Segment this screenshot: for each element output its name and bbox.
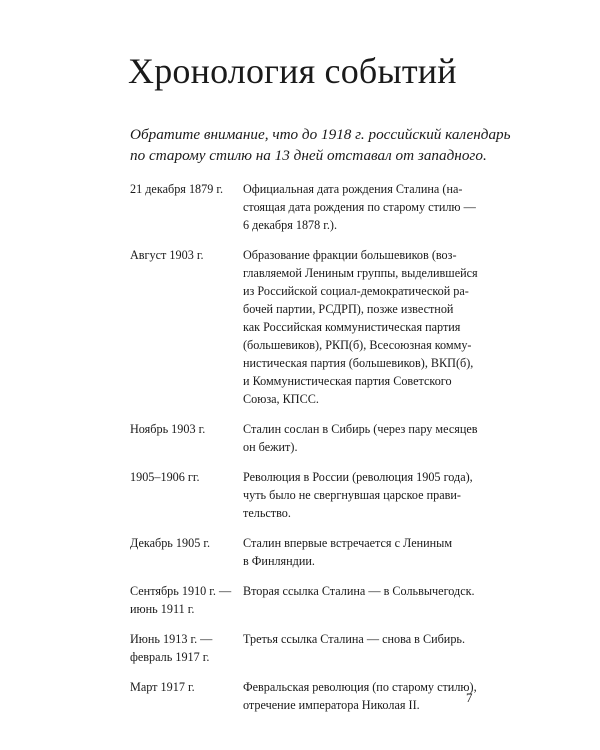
event-date-line: 1905–1906 гг.: [130, 470, 200, 484]
event-description: [243, 420, 520, 456]
event-description-line: Революция в России (революция 1905 года),: [243, 470, 473, 484]
timeline-entry: [130, 678, 520, 714]
event-description-line: (большевиков), РКП(б), Всесоюзная комму-: [243, 338, 472, 352]
timeline-entry: [130, 420, 520, 456]
event-date: [130, 246, 243, 408]
event-description-line: он бежит).: [243, 440, 298, 454]
event-date-line: Март 1917 г.: [130, 680, 195, 694]
timeline: [130, 180, 520, 726]
event-description-line: 6 декабря 1878 г.).: [243, 218, 338, 232]
event-description-line: Сталин сослан в Сибирь (через пару месяцев: [243, 422, 478, 436]
event-description-line: Третья ссылка Сталина — снова в Сибирь.: [243, 632, 466, 646]
timeline-entry: [130, 246, 520, 408]
calendar-note: [130, 124, 510, 166]
event-date-line: Июнь 1913 г. —: [130, 632, 213, 646]
event-description-line: нистическая партия (большевиков), ВКП(б),: [243, 356, 474, 370]
event-description: [243, 582, 520, 618]
event-description-line: из Российской социал-демократической ра-: [243, 284, 469, 298]
event-date-line: июнь 1911 г.: [130, 602, 195, 616]
page-number: 7: [466, 690, 473, 705]
event-description-line: в Финляндии.: [243, 554, 315, 568]
calendar-note-line: по старому стилю на 13 дней отставал от западного.: [130, 147, 487, 164]
event-date: [130, 582, 243, 618]
event-date: [130, 180, 243, 234]
event-description-line: стоящая дата рождения по старому стилю —: [243, 200, 476, 214]
event-description-line: Вторая ссылка Сталина — в Сольвычегодск.: [243, 584, 475, 598]
timeline-entry: [130, 180, 520, 234]
event-description-line: чуть было не свергнувшая царское прави-: [243, 488, 461, 502]
event-date: [130, 534, 243, 570]
event-description: [243, 630, 520, 666]
event-description-line: бочей партии, РСДРП), позже известной: [243, 302, 454, 316]
event-date-line: 21 декабря 1879 г.: [130, 182, 224, 196]
timeline-entry: [130, 630, 520, 666]
event-date-line: Август 1903 г.: [130, 248, 204, 262]
event-description: [243, 534, 520, 570]
event-description: [243, 180, 520, 234]
event-date-line: Сентябрь 1910 г. —: [130, 584, 232, 598]
event-description-line: Официальная дата рождения Сталина (на-: [243, 182, 463, 196]
event-date: [130, 468, 243, 522]
event-date-line: Декабрь 1905 г.: [130, 536, 211, 550]
event-date-line: февраль 1917 г.: [130, 650, 210, 664]
event-description-line: Союза, КПСС.: [243, 392, 319, 406]
event-description-line: Февральская революция (по старому стилю),: [243, 680, 477, 694]
timeline-entry: [130, 582, 520, 618]
event-description-line: тельство.: [243, 506, 291, 520]
event-description: [243, 468, 520, 522]
event-description: [243, 246, 520, 408]
event-description-line: отречение императора Николая II.: [243, 698, 420, 712]
calendar-note-line: Обратите внимание, что до 1918 г. российский календарь: [130, 126, 511, 143]
event-date: [130, 630, 243, 666]
event-description-line: и Коммунистическая партия Советского: [243, 374, 452, 388]
event-description-line: как Российская коммунистическая партия: [243, 320, 461, 334]
event-description-line: Образование фракции большевиков (воз-: [243, 248, 457, 262]
event-date: [130, 678, 243, 714]
event-description: [243, 678, 520, 714]
timeline-entry: [130, 468, 520, 522]
event-date-line: Ноябрь 1903 г.: [130, 422, 206, 436]
event-date: [130, 420, 243, 456]
page-title: Хронология событий: [128, 51, 457, 91]
timeline-entry: [130, 534, 520, 570]
event-description-line: главляемой Лениным группы, выделившейся: [243, 266, 478, 280]
event-description-line: Сталин впервые встречается с Лениным: [243, 536, 453, 550]
